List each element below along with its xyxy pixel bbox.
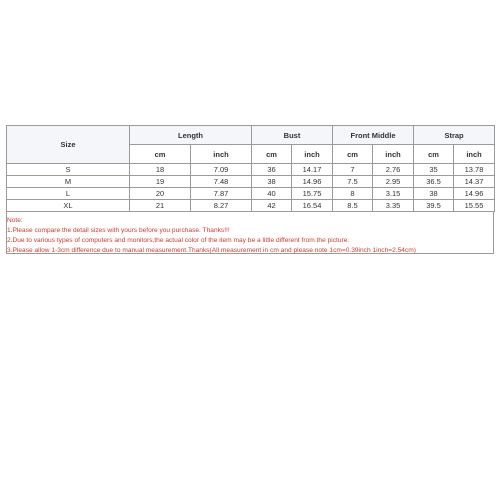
notes-box [6,212,494,254]
table-cell: 36 [252,164,292,176]
table-cell: 7.09 [191,164,252,176]
unit-header: cm [252,145,292,164]
note-line: 2.Due to various types of computers and monitors,the actual color of the item may be a little different from the picture. [7,237,350,244]
unit-header: inch [454,145,495,164]
table-cell: 20 [130,188,191,200]
unit-header: cm [333,145,373,164]
table-row [7,188,495,200]
table-row [7,176,495,188]
table-row [7,164,495,176]
table-cell: 19 [130,176,191,188]
group-header-row [7,126,495,145]
table-cell: 36.5 [414,176,454,188]
table-cell: 3.15 [373,188,414,200]
table-cell: 7.87 [191,188,252,200]
table-cell: 16.54 [292,200,333,212]
size-chart [6,125,494,254]
table-cell: 38 [252,176,292,188]
table-cell: 7.48 [191,176,252,188]
size-cell: XL [7,200,130,212]
unit-header: cm [414,145,454,164]
size-header: Size [7,126,130,164]
table-cell: 14.37 [454,176,495,188]
note-line: 3.Please allow 1-3cm difference due to manual measurement.Thanks(All measurement in cm and please note 1cm=0.39inch 1inch=2.54cm) [7,247,416,254]
table-cell: 2.76 [373,164,414,176]
table-row [7,200,495,212]
size-cell: M [7,176,130,188]
table-cell: 14.96 [292,176,333,188]
table-cell: 15.55 [454,200,495,212]
table-cell: 8.5 [333,200,373,212]
table-cell: 38 [414,188,454,200]
table-cell: 7.5 [333,176,373,188]
table-cell: 18 [130,164,191,176]
notes-title: Note: [7,217,23,224]
table-cell: 42 [252,200,292,212]
table-cell: 3.35 [373,200,414,212]
table-cell: 15.75 [292,188,333,200]
unit-header: cm [130,145,191,164]
table-cell: 21 [130,200,191,212]
note-line: 1.Please compare the detail sizes with yours before you purchase. Thanks!!! [7,227,230,234]
table-cell: 2.95 [373,176,414,188]
table-cell: 8.27 [191,200,252,212]
group-header-strap: Strap [414,126,495,145]
table-cell: 40 [252,188,292,200]
table-cell: 8 [333,188,373,200]
table-cell: 35 [414,164,454,176]
table-cell: 13.78 [454,164,495,176]
size-table [6,125,495,212]
table-cell: 14.17 [292,164,333,176]
group-header-bust: Bust [252,126,333,145]
unit-header: inch [292,145,333,164]
unit-header: inch [373,145,414,164]
group-header-length: Length [130,126,252,145]
table-cell: 14.96 [454,188,495,200]
table-cell: 7 [333,164,373,176]
group-header-front-middle: Front Middle [333,126,414,145]
size-cell: S [7,164,130,176]
size-cell: L [7,188,130,200]
unit-header: inch [191,145,252,164]
table-cell: 39.5 [414,200,454,212]
